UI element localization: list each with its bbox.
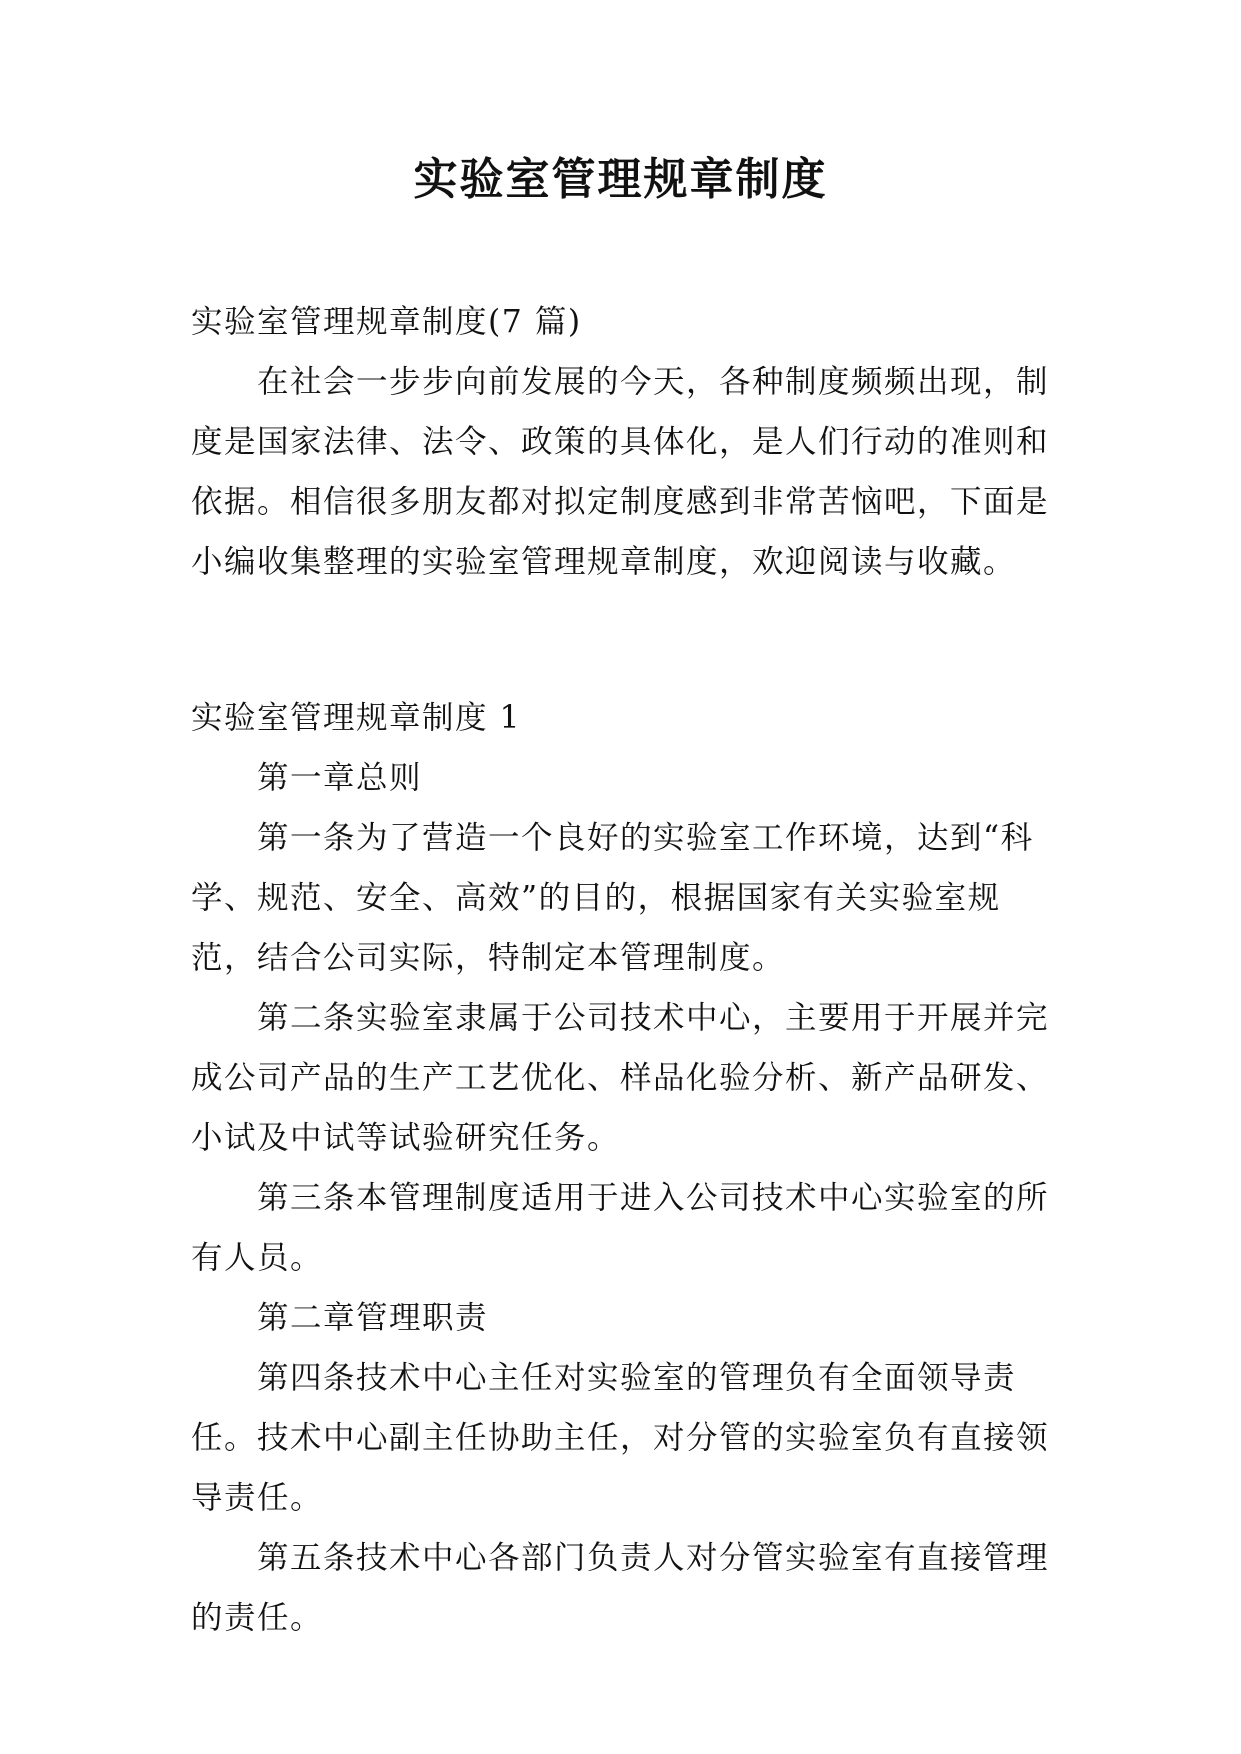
chapter-heading-2: 第二章管理职责 — [257, 1300, 489, 1336]
section-heading: 实验室管理规章制度 1 — [191, 700, 522, 736]
document-body — [191, 292, 1061, 1648]
section-spacer — [191, 592, 1061, 652]
document-title: 实验室管理规章制度 — [413, 154, 828, 205]
section-spacer-small — [191, 652, 1061, 688]
article-1: 第一条为了营造一个良好的实验室工作环境，达到“科学、规范、安全、高效”的目的，根据国家有关实验室规范，结合公司实际，特制定本管理制度。 — [191, 820, 1034, 976]
chapter-heading-1: 第一章总则 — [257, 760, 423, 796]
article-5: 第五条技术中心各部门负责人对分管实验室有直接管理的责任。 — [191, 1540, 1050, 1636]
intro-paragraph: 在社会一步步向前发展的今天，各种制度频频出现，制度是国家法律、法令、政策的具体化，是人们行动的准则和依据。相信很多朋友都对拟定制度感到非常苦恼吧，下面是小编收集整理的实验室管理规章制度，欢迎阅读与收藏。 — [191, 364, 1050, 580]
article-2: 第二条实验室隶属于公司技术中心，主要用于开展并完成公司产品的生产工艺优化、样品化验分析、新产品研发、小试及中试等试验研究任务。 — [191, 1000, 1050, 1156]
article-4: 第四条技术中心主任对实验室的管理负有全面领导责任。技术中心副主任协助主任，对分管的实验室负有直接领导责任。 — [191, 1360, 1050, 1516]
article-3: 第三条本管理制度适用于进入公司技术中心实验室的所有人员。 — [191, 1180, 1050, 1276]
document-subtitle: 实验室管理规章制度(7 篇) — [191, 304, 582, 340]
